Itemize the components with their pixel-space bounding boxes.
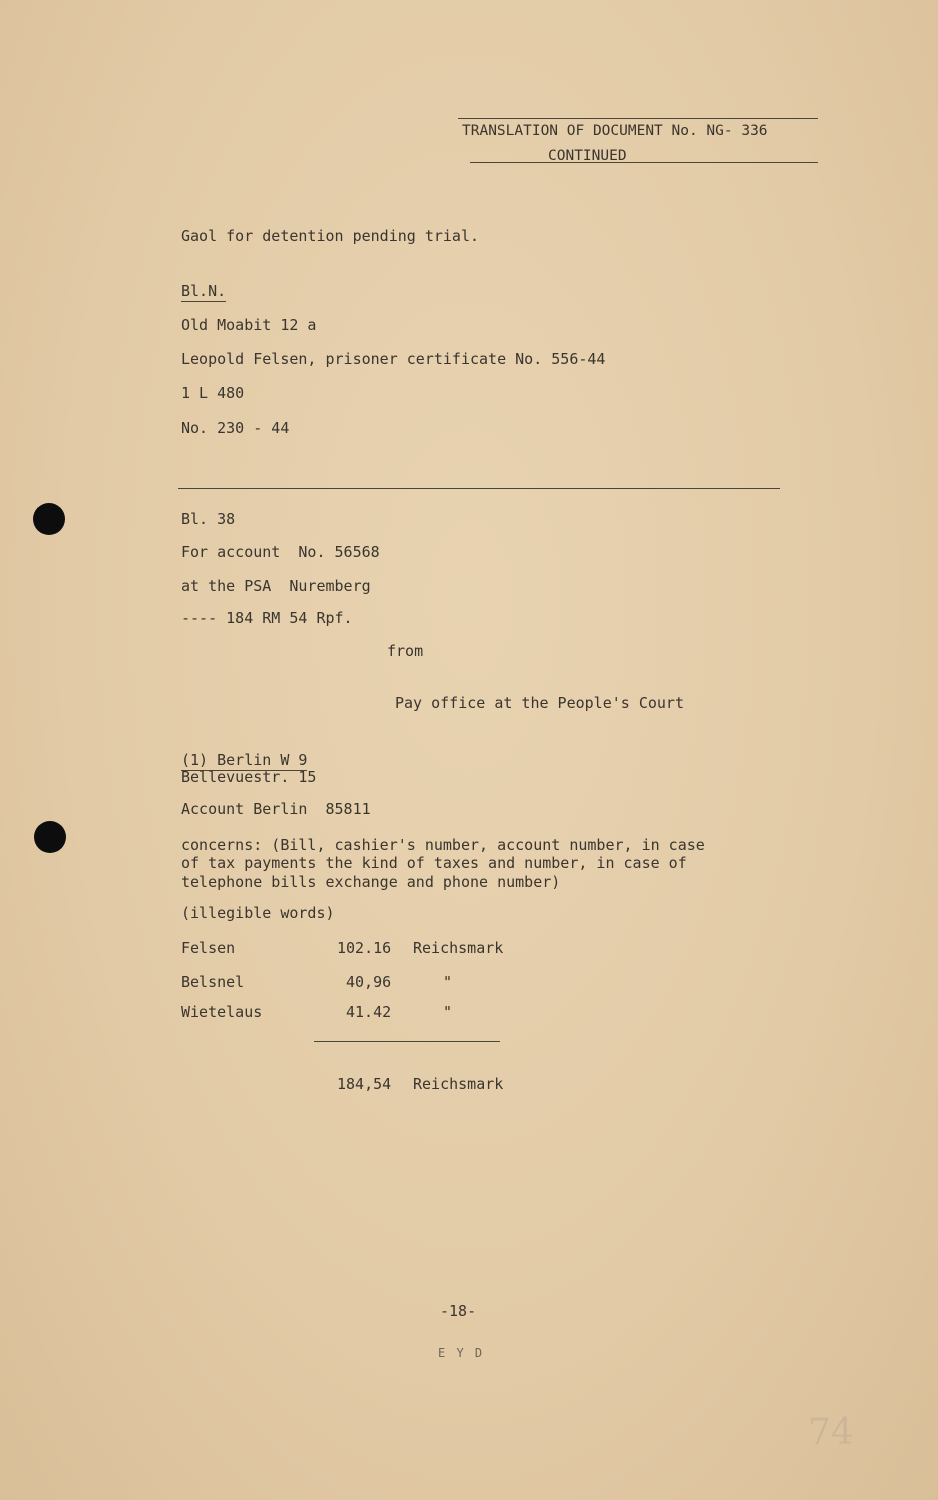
gaol-line: Gaol for detention pending trial. — [181, 227, 480, 245]
initials: E Y D — [438, 1346, 485, 1360]
total-unit: Reichsmark — [413, 1075, 504, 1093]
total-rule — [314, 1041, 500, 1042]
concerns-line-1: concerns: (Bill, cashier's number, account number, in case — [181, 836, 705, 854]
punch-hole-icon — [33, 503, 65, 535]
payer-line: Pay office at the People's Court — [395, 694, 684, 712]
document-subtitle: CONTINUED — [548, 148, 627, 164]
header-top-rule — [458, 118, 818, 119]
document-title: TRANSLATION OF DOCUMENT No. NG- 336 — [462, 123, 768, 139]
from-label: from — [387, 642, 424, 660]
concerns-line-2: of tax payments the kind of taxes and number, in case of — [181, 854, 687, 872]
entry-unit: Reichsmark — [413, 939, 504, 957]
payer-address-line-1: (1) Berlin W 9 — [181, 751, 308, 769]
entry-unit: " — [443, 1003, 453, 1021]
address-line: Old Moabit 12 a — [181, 316, 317, 334]
illegible-words: (illegible words) — [181, 904, 335, 922]
total-amount: 184,54 — [337, 1075, 392, 1093]
reference-line-1: 1 L 480 — [181, 384, 245, 402]
prisoner-line: Leopold Felsen, prisoner certificate No. 556-44 — [181, 350, 606, 368]
bl-38-line: Bl. 38 — [181, 510, 236, 528]
section-divider — [178, 488, 780, 489]
psa-line: at the PSA Nuremberg — [181, 577, 371, 595]
payer-address-line-2: Bellevuestr. 15 — [181, 768, 317, 786]
entry-name: Belsnel — [181, 973, 245, 991]
concerns-line-3: telephone bills exchange and phone number) — [181, 873, 561, 891]
account-line: For account No. 56568 — [181, 543, 380, 561]
entry-unit: " — [443, 973, 453, 991]
entry-amount: 102.16 — [337, 939, 392, 957]
header-bottom-rule — [470, 162, 818, 163]
entry-name: Felsen — [181, 939, 236, 957]
payer-account-line: Account Berlin 85811 — [181, 800, 371, 818]
bl-n-heading: Bl.N. — [181, 282, 227, 300]
punch-hole-icon — [34, 821, 66, 853]
reference-line-2: No. 230 - 44 — [181, 419, 290, 437]
amount-line: ---- 184 RM 54 Rpf. — [181, 609, 353, 627]
handwritten-page-number: 74 — [808, 1412, 854, 1453]
entry-amount: 41.42 — [346, 1003, 392, 1021]
page-number: -18- — [440, 1302, 477, 1320]
entry-name: Wietelaus — [181, 1003, 263, 1021]
entry-amount: 40,96 — [346, 973, 392, 991]
